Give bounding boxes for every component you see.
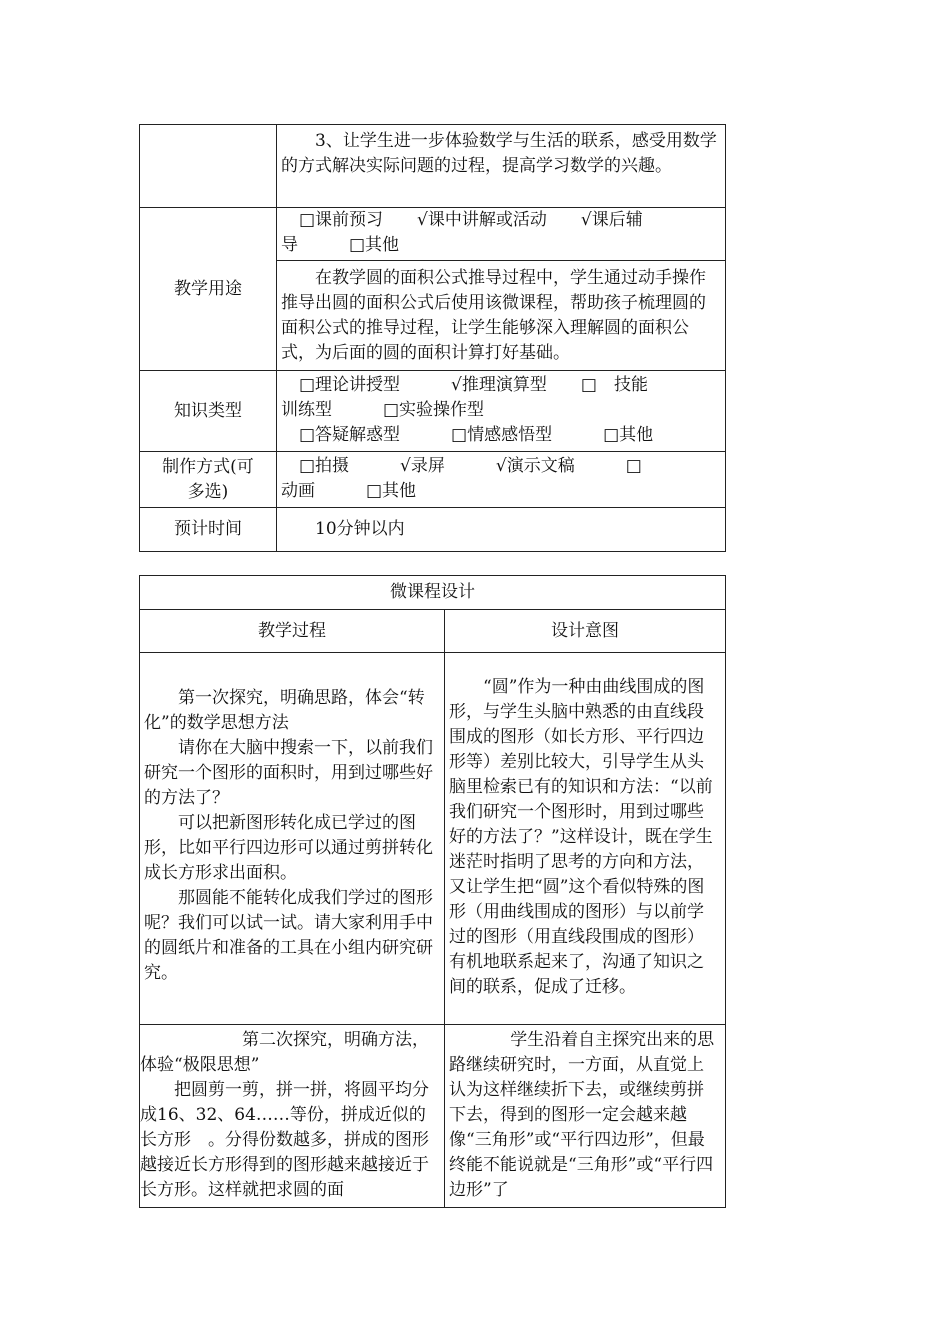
empty-label-cell (140, 125, 277, 208)
objective-3: 3、让学生进一步体验数学与生活的联系，感受用数学的方式解决实际问题的过程，提高学习数学的兴趣。 (277, 125, 726, 208)
design-title: 微课程设计 (140, 576, 726, 610)
usage-description: 在教学圆的面积公式推导过程中，学生通过动手操作推导出圆的面积公式后使用该微课程，帮助孩子梳理圆的面积公式的推导过程，让学生能够深入理解圆的面积公式，为后面的圆的面积计算打好基础。 (277, 261, 726, 371)
method-options (277, 452, 726, 508)
process-cell-2 (140, 1025, 445, 1208)
process-1-para-3: 可以把新图形转化成已学过的图形，比如平行四边形可以通过剪拼转化成长方形求出面积。 (144, 813, 433, 883)
process-1-para-4: 那圆能不能转化成我们学过的图形呢？我们可以试一试。请大家利用手中的圆纸片和准备的工具在小组内研究研究。 (144, 888, 433, 983)
usage-label: 教学用途 (140, 208, 277, 371)
design-table (139, 575, 726, 1208)
intent-cell-2: 学生沿着自主探究出来的思路继续研究时，一方面，从直觉上认为这样继续折下去，或继续剪拼下去，得到的图形一定会越来越像“三角形”或“平行四边形”，但最终能不能说就是“三角形”或“平行四边形”了 (445, 1025, 726, 1208)
intent-cell-1: “圆”作为一种由曲线围成的图形，与学生头脑中熟悉的由直线段围成的图形（如长方形、平行四边形等）差别比较大，引导学生从头脑里检索已有的知识和方法：“以前我们研究一个图形时，用到过哪些好的方法了？”这样设计，既在学生迷茫时指明了思考的方向和方法，又让学生把“圆”这个看似特殊的图形（用曲线围成的图形）与以前学过的图形（用直线段围成的图形）有机地联系起来了，沟通了知识之间的联系，促成了迁移。 (445, 653, 726, 1025)
process-2-para-2: 把圆剪一剪，拼一拼，将圆平均分成16、32、64……等份，拼成近似的长方形 。分得份数越多，拼成的图形越接近长方形得到的图形越来越接近于长方形。这样就把求圆的面 (140, 1080, 429, 1200)
col-header-intent: 设计意图 (445, 610, 726, 653)
process-1-para-1: 第一次探究，明确思路，体会“转化”的数学思想方法 (144, 688, 425, 733)
usage-options (277, 208, 726, 261)
knowledge-line1: □理论讲授型 √推理演算型 □ 技能 (299, 375, 648, 395)
usage-options-line1: □课前预习 √课中讲解或活动 √课后辅 (299, 210, 643, 230)
method-label: 制作方式(可多选) (140, 452, 277, 508)
time-label: 预计时间 (140, 508, 277, 552)
usage-options-line2: 导 □其他 (281, 235, 400, 255)
method-line1: □拍摄 √录屏 √演示文稿 □ (299, 456, 642, 476)
knowledge-line2: 训练型 □实验操作型 (281, 400, 485, 420)
time-value: 10分钟以内 (277, 508, 726, 552)
method-line2: 动画 □其他 (281, 481, 417, 501)
process-1-para-2: 请你在大脑中搜索一下，以前我们研究一个图形的面积时，用到过哪些好的方法了？ (144, 738, 433, 808)
knowledge-type-label: 知识类型 (140, 371, 277, 452)
process-2-para-1: 第二次探究，明确方法，体验“极限思想” (140, 1030, 429, 1075)
knowledge-line3: □答疑解惑型 □情感感悟型 □其他 (299, 425, 654, 445)
info-table (139, 124, 726, 552)
process-cell-1 (140, 653, 445, 1025)
knowledge-type-options (277, 371, 726, 452)
col-header-process: 教学过程 (140, 610, 445, 653)
